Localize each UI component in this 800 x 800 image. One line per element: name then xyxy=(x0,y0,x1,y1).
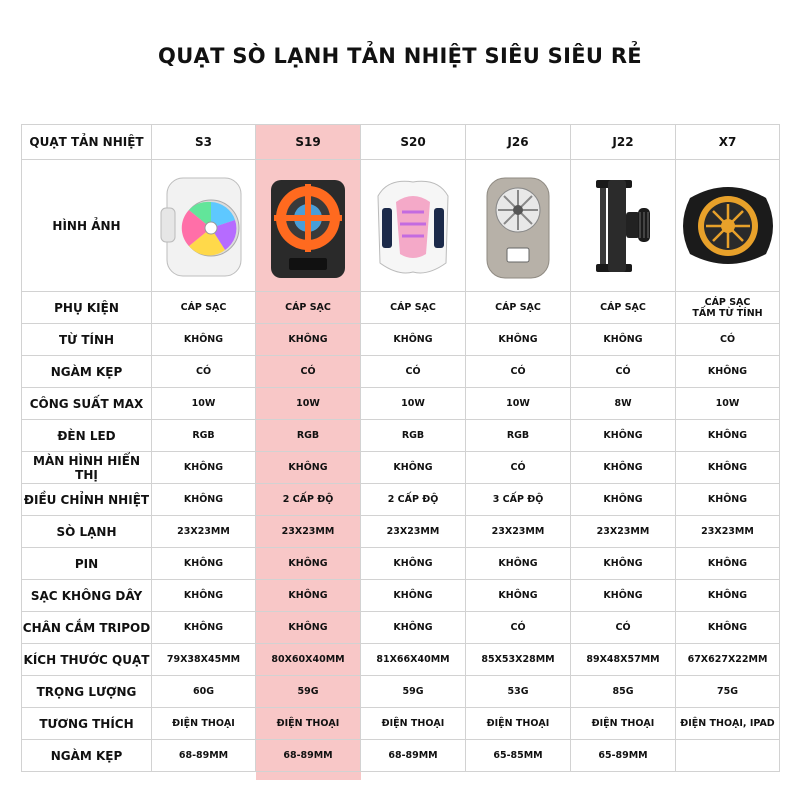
product-image-j26 xyxy=(466,160,571,292)
cell-x7: KHÔNG xyxy=(676,452,780,484)
spec-row-pin xyxy=(22,548,780,580)
cell-x7: 75G xyxy=(676,676,780,708)
spec-row-tuong-thich xyxy=(22,708,780,740)
cell-s20: KHÔNG xyxy=(361,612,466,644)
corner-label: QUẠT TẢN NHIỆT xyxy=(22,125,152,160)
cell-s3: KHÔNG xyxy=(152,548,256,580)
image-row xyxy=(22,160,780,292)
page-title: QUẠT SÒ LẠNH TẢN NHIỆT SIÊU SIÊU RẺ xyxy=(158,44,642,68)
spec-row-tu-tinh xyxy=(22,324,780,356)
row-label: CÔNG SUẤT MAX xyxy=(22,388,152,420)
cell-j26: CÓ xyxy=(466,452,571,484)
cell-j26: 3 CẤP ĐỘ xyxy=(466,484,571,516)
cell-s20: KHÔNG xyxy=(361,548,466,580)
row-label: PIN xyxy=(22,548,152,580)
cell-s20: ĐIỆN THOẠI xyxy=(361,708,466,740)
cell-j22: 85G xyxy=(571,676,676,708)
cell-s3: KHÔNG xyxy=(152,580,256,612)
model-header-j26: J26 xyxy=(466,125,571,160)
product-image-s20 xyxy=(361,160,466,292)
product-image-s19 xyxy=(256,160,361,292)
row-label: TƯƠNG THÍCH xyxy=(22,708,152,740)
model-header-s19: S19 xyxy=(256,125,361,160)
product-image-s3 xyxy=(152,160,256,292)
cell-j26: RGB xyxy=(466,420,571,452)
cell-s3: KHÔNG xyxy=(152,612,256,644)
model-header-s20: S20 xyxy=(361,125,466,160)
cell-s20: 68-89MM xyxy=(361,740,466,772)
cell-s19: ĐIỆN THOẠI xyxy=(256,708,361,740)
model-header-s3: S3 xyxy=(152,125,256,160)
cell-s20: 81X66X40MM xyxy=(361,644,466,676)
row-label: NGÀM KẸP xyxy=(22,356,152,388)
comparison-table xyxy=(21,124,780,772)
cell-s19: 10W xyxy=(256,388,361,420)
spec-row-trong-luong xyxy=(22,676,780,708)
spec-row-dieu-chinh-nhiet xyxy=(22,484,780,516)
model-header-j22: J22 xyxy=(571,125,676,160)
cell-x7: KHÔNG xyxy=(676,548,780,580)
cell-j26: 23X23MM xyxy=(466,516,571,548)
spec-row-man-hinh-hien-thi xyxy=(22,452,780,484)
cell-s19: KHÔNG xyxy=(256,324,361,356)
cell-s19: 68-89MM xyxy=(256,740,361,772)
cell-j22: CÓ xyxy=(571,356,676,388)
row-label: TRỌNG LƯỢNG xyxy=(22,676,152,708)
cell-j26: ĐIỆN THOẠI xyxy=(466,708,571,740)
cell-x7: CÁP SẠC TẤM TỪ TÍNH xyxy=(676,292,780,324)
cell-s20: KHÔNG xyxy=(361,452,466,484)
cell-x7: KHÔNG xyxy=(676,356,780,388)
row-label-image: HÌNH ẢNH xyxy=(22,160,152,292)
cell-s19: CÁP SẠC xyxy=(256,292,361,324)
fan-x7-black-gold-icon xyxy=(680,168,776,283)
model-header-x7: X7 xyxy=(676,125,780,160)
row-label: SÒ LẠNH xyxy=(22,516,152,548)
cell-s3: RGB xyxy=(152,420,256,452)
cell-j22: KHÔNG xyxy=(571,324,676,356)
cell-s19: KHÔNG xyxy=(256,452,361,484)
cell-x7: KHÔNG xyxy=(676,612,780,644)
cell-s3: KHÔNG xyxy=(152,452,256,484)
row-label: TỪ TÍNH xyxy=(22,324,152,356)
fan-j26-silver-icon xyxy=(473,168,563,283)
cell-j22: ĐIỆN THOẠI xyxy=(571,708,676,740)
cell-s20: CÓ xyxy=(361,356,466,388)
spec-row-phu-kien xyxy=(22,292,780,324)
cell-s20: KHÔNG xyxy=(361,324,466,356)
cell-x7: KHÔNG xyxy=(676,580,780,612)
cell-j26: KHÔNG xyxy=(466,324,571,356)
row-label: SẠC KHÔNG DÂY xyxy=(22,580,152,612)
cell-j26: 10W xyxy=(466,388,571,420)
cell-s20: 10W xyxy=(361,388,466,420)
spec-row-ngam-kep xyxy=(22,356,780,388)
cell-s3: 10W xyxy=(152,388,256,420)
spec-row-den-led xyxy=(22,420,780,452)
cell-s20: 59G xyxy=(361,676,466,708)
cell-j26: KHÔNG xyxy=(466,548,571,580)
cell-j22: KHÔNG xyxy=(571,548,676,580)
cell-x7: 67X627X22MM xyxy=(676,644,780,676)
cell-x7: ĐIỆN THOẠI, IPAD xyxy=(676,708,780,740)
spec-row-kich-thuoc-quat xyxy=(22,644,780,676)
cell-s3: CÁP SẠC xyxy=(152,292,256,324)
cell-j26: 53G xyxy=(466,676,571,708)
cell-s3: KHÔNG xyxy=(152,484,256,516)
row-label: MÀN HÌNH HIỂN THỊ xyxy=(22,452,152,484)
row-label: KÍCH THƯỚC QUẠT xyxy=(22,644,152,676)
row-label: ĐÈN LED xyxy=(22,420,152,452)
spec-row-ngam-kep xyxy=(22,740,780,772)
cell-s19: KHÔNG xyxy=(256,612,361,644)
cell-s3: KHÔNG xyxy=(152,324,256,356)
row-label: NGÀM KẸP xyxy=(22,740,152,772)
cell-j26: 65-85MM xyxy=(466,740,571,772)
cell-j26: CÁP SẠC xyxy=(466,292,571,324)
cell-j26: 85X53X28MM xyxy=(466,644,571,676)
product-image-j22 xyxy=(571,160,676,292)
cell-s19: KHÔNG xyxy=(256,580,361,612)
cell-s20: RGB xyxy=(361,420,466,452)
cell-s3: 60G xyxy=(152,676,256,708)
cell-j22: KHÔNG xyxy=(571,452,676,484)
cell-j22: CÓ xyxy=(571,612,676,644)
cell-s19: KHÔNG xyxy=(256,548,361,580)
cell-j26: CÓ xyxy=(466,356,571,388)
spec-row-cong-suat-max xyxy=(22,388,780,420)
cell-s20: CÁP SẠC xyxy=(361,292,466,324)
cell-j22: CÁP SẠC xyxy=(571,292,676,324)
cell-s19: 80X60X40MM xyxy=(256,644,361,676)
cell-x7: 23X23MM xyxy=(676,516,780,548)
spec-row-chan-cam-tripod xyxy=(22,612,780,644)
cell-j22: KHÔNG xyxy=(571,580,676,612)
cell-s20: 2 CẤP ĐỘ xyxy=(361,484,466,516)
cell-s3: ĐIỆN THOẠI xyxy=(152,708,256,740)
spec-row-so-lanh xyxy=(22,516,780,548)
cell-j26: CÓ xyxy=(466,612,571,644)
cell-j22: 23X23MM xyxy=(571,516,676,548)
row-label: PHỤ KIỆN xyxy=(22,292,152,324)
cell-j26: KHÔNG xyxy=(466,580,571,612)
header-row xyxy=(22,125,780,160)
product-image-x7 xyxy=(676,160,780,292)
cell-s19: 23X23MM xyxy=(256,516,361,548)
cell-s3: 68-89MM xyxy=(152,740,256,772)
fan-s20-pink-white-icon xyxy=(368,168,458,283)
cell-s20: KHÔNG xyxy=(361,580,466,612)
cell-s19: CÓ xyxy=(256,356,361,388)
cell-x7: KHÔNG xyxy=(676,420,780,452)
row-label: ĐIỀU CHỈNH NHIỆT xyxy=(22,484,152,516)
cell-s3: 23X23MM xyxy=(152,516,256,548)
fan-s19-orange-black-icon xyxy=(263,168,353,283)
cell-s3: CÓ xyxy=(152,356,256,388)
cell-s20: 23X23MM xyxy=(361,516,466,548)
cell-j22: 8W xyxy=(571,388,676,420)
cell-s19: 59G xyxy=(256,676,361,708)
cell-j22: 89X48X57MM xyxy=(571,644,676,676)
cell-s3: 79X38X45MM xyxy=(152,644,256,676)
cell-s19: 2 CẤP ĐỘ xyxy=(256,484,361,516)
cell-x7: 10W xyxy=(676,388,780,420)
cell-j22: KHÔNG xyxy=(571,420,676,452)
cell-j22: KHÔNG xyxy=(571,484,676,516)
cell-j22: 65-89MM xyxy=(571,740,676,772)
cell-s19: RGB xyxy=(256,420,361,452)
row-label: CHÂN CẮM TRIPOD xyxy=(22,612,152,644)
fan-s3-white-rgb-icon xyxy=(159,168,249,283)
cell-x7: KHÔNG xyxy=(676,484,780,516)
spec-row-sac-khong-day xyxy=(22,580,780,612)
fan-j22-black-clamp-icon xyxy=(578,168,668,283)
cell-x7: CÓ xyxy=(676,324,780,356)
cell-x7 xyxy=(676,740,780,772)
